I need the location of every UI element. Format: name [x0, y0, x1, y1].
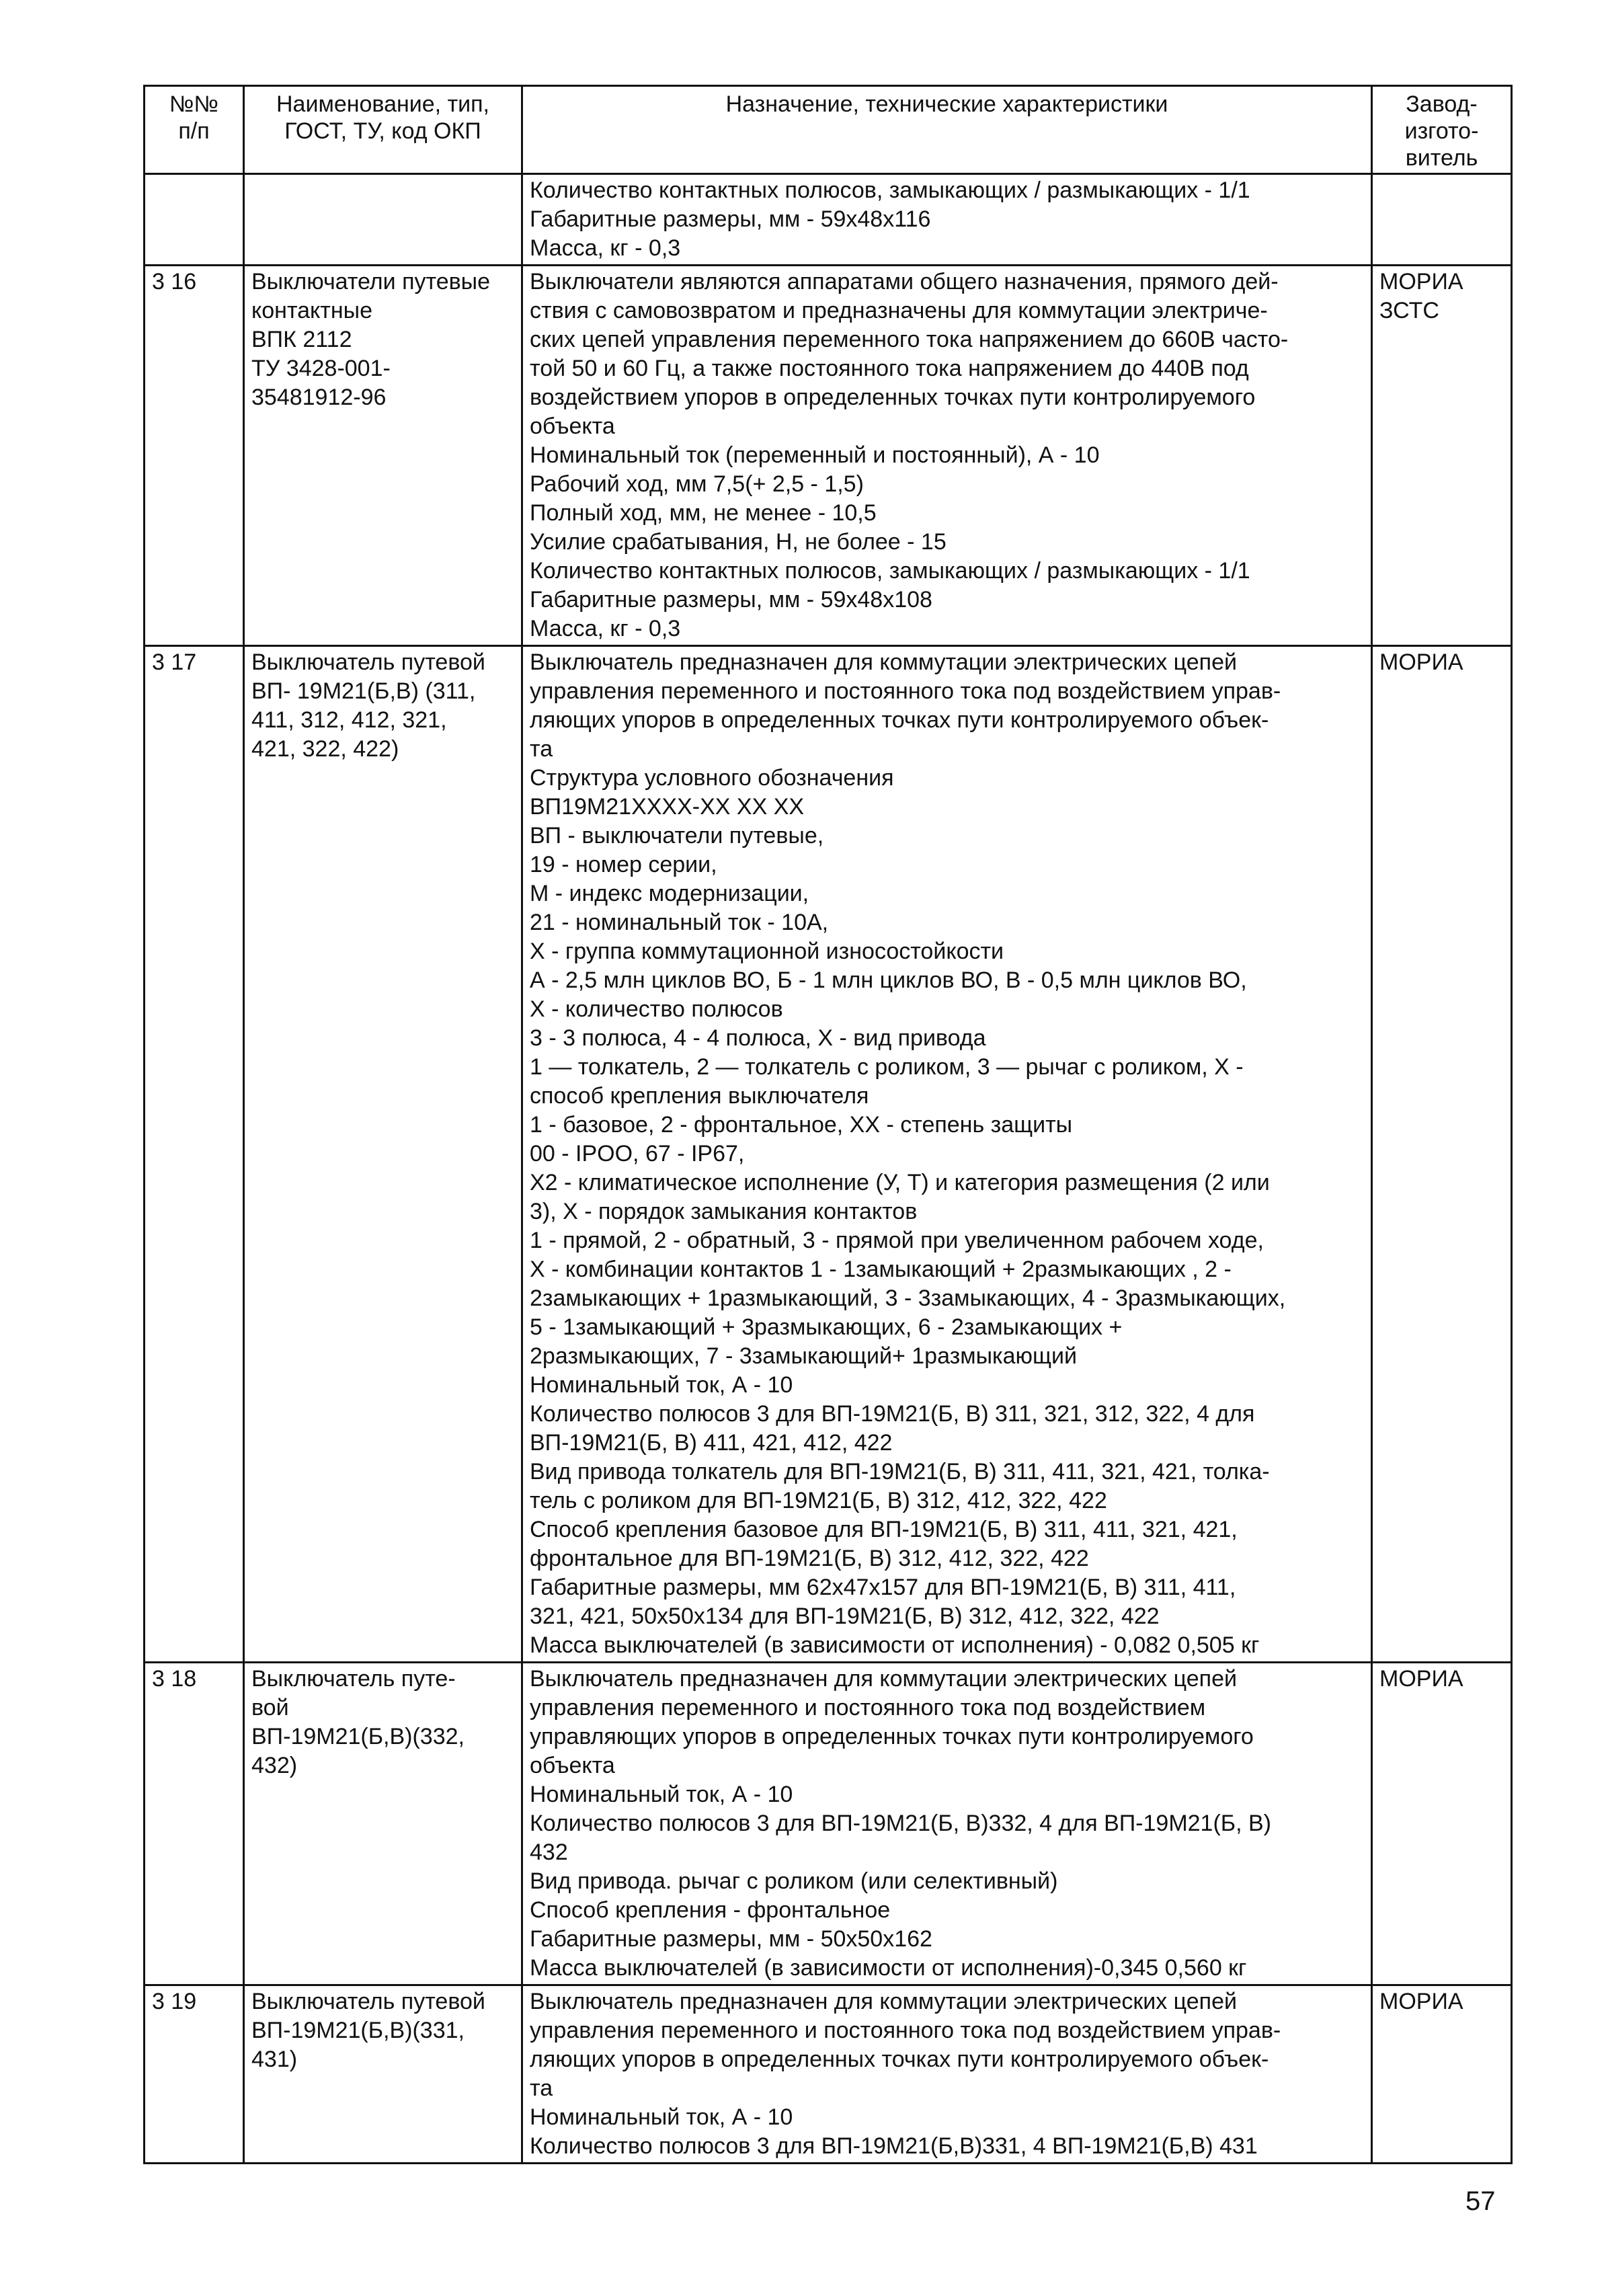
- row-maker-text: МОРИА: [1379, 1989, 1463, 2014]
- row-num: [145, 266, 244, 646]
- row-spec-text: Выключатель предназначен для коммутации электрических цепей управления переменного и постоянного тока под воздействием управляющих упоров в определенных точках пути контролируемого объекта Номинальный ток, А - 10 Количество полюсов 3 для ВП-19М21(Б, В)332, 4 для ВП-19М21(Б, В) 432 Вид привода. рычаг с роликом (или селективный) Способ крепления - фронтальное Габаритные размеры, мм - 50х50х162 Масса выключателей (в зависимости от исполнения)-0,345 0,560 кг: [530, 1666, 1271, 1981]
- row-spec: [522, 1985, 1372, 2164]
- row-name: [244, 266, 522, 646]
- row-maker-text: МОРИА: [1379, 649, 1463, 675]
- row-spec: [522, 646, 1372, 1663]
- row-name-text: Выключатель путевой ВП- 19М21(Б,В) (311, 411, 312, 412, 321, 421, 322, 422): [251, 649, 485, 762]
- row-num-text: 3 16: [152, 269, 197, 294]
- table-row: [145, 1985, 1512, 2164]
- table-header-row: [145, 86, 1512, 174]
- row-name-text: Выключатель путе- вой ВП-19М21(Б,В)(332, 432): [251, 1666, 465, 1778]
- header-name: [244, 86, 522, 174]
- header-maker-text: Завод- изгото- витель: [1404, 91, 1479, 171]
- row-maker-text: МОРИА: [1379, 1666, 1463, 1692]
- row-maker-text: МОРИА ЗСТС: [1379, 269, 1463, 323]
- row-maker: [1372, 1985, 1512, 2164]
- row-num-text: 3 18: [152, 1666, 197, 1692]
- row-num: [145, 646, 244, 1663]
- header-num-text: №№ п/п: [169, 91, 218, 144]
- table-row: [145, 646, 1512, 1663]
- row-name: [244, 646, 522, 1663]
- row-spec-text: Количество контактных полюсов, замыкающих / размыкающих - 1/1 Габаритные размеры, мм - 59х48х116 Масса, кг - 0,3: [530, 177, 1250, 261]
- row-name-text: Выключатель путевой ВП-19М21(Б,В)(331, 431): [251, 1989, 485, 2072]
- row-spec-text: Выключатели являются аппаратами общего назначения, прямого дей- ствия с самовозвратом и предназначены для коммутации электриче- ских цепей управления переменного тока напряжением до 660В часто- той 50 и 60 Гц, а также постоянного тока напряжением до 440В под воздействием упоров в определенных точках пути контролируемого объекта Номинальный ток (переменный и постоянный), А - 10 Рабочий ход, мм 7,5(+ 2,5 - 1,5) Полный ход, мм, не менее - 10,5 Усилие срабатывания, Н, не более - 15 Количество контактных полюсов, замыкающих / размыкающих - 1/1 Габаритные размеры, мм - 59х48х108 Масса, кг - 0,3: [530, 269, 1289, 641]
- header-maker: [1372, 86, 1512, 174]
- row-maker: [1372, 266, 1512, 646]
- row-name: [244, 1985, 522, 2164]
- row-name: [244, 174, 522, 266]
- row-num: [145, 1663, 244, 1985]
- header-spec-text: Назначение, технические характеристики: [725, 91, 1168, 117]
- table-row: [145, 266, 1512, 646]
- row-name: [244, 1663, 522, 1985]
- spec-table: [143, 85, 1513, 2164]
- row-num-text: 3 19: [152, 1989, 197, 2014]
- row-spec-text: Выключатель предназначен для коммутации электрических цепей управления переменного и постоянного тока под воздействием управ- ляющих упоров в определенных точках пути контролируемого объек- та Структура условного обозначения ВП19М21ХХХХ-ХХ ХХ ХХ ВП - выключатели путевые, 19 - номер серии, М - индекс модернизации, 21 - номинальный ток - 10А, Х - группа коммутационной износостойкости А - 2,5 млн циклов ВО, Б - 1 млн циклов ВО, В - 0,5 млн циклов ВО, Х - количество полюсов 3 - 3 полюса, 4 - 4 полюса, Х - вид привода 1 — толкатель, 2 — толкатель с роликом, 3 — рычаг с роликом, Х - способ крепления выключателя 1 - базовое, 2 - фронтальное, ХХ - степень защиты 00 - IPOO, 67 - IP67, Х2 - климатическое исполнение (У, Т) и категория размещения (2 или 3), Х - порядок замыкания контактов 1 - прямой, 2 - обратный, 3 - прямой при увеличенном рабочем ходе, Х - комбинации контактов 1 - 1замыкающий + 2размыкающих , 2 - 2замыкающих + 1размыкающий, 3 - 3замыкающих, 4 - 3размыкающих, 5 - 1замыкающий + 3размыкающих, 6 - 2замыкающих + 2размыкающих, 7 - 3замыкающий+ 1размыкающий Номинальный ток, А - 10 Количество полюсов 3 для ВП-19М21(Б, В) 311, 321, 312, 322, 4 для ВП-19М21(Б, В) 411, 421, 412, 422 Вид привода толкатель для ВП-19М21(Б, В) 311, 411, 321, 421, толка- тель с роликом для ВП-19М21(Б, В) 312, 412, 322, 422 Способ крепления базовое для ВП-19М21(Б, В) 311, 411, 321, 421, фронтальное для ВП-19М21(Б, В) 312, 412, 322, 422 Габаритные размеры, мм 62х47х157 для ВП-19М21(Б, В) 311, 411, 321, 421, 50х50х134 для ВП-19М21(Б, В) 312, 412, 322, 422 Масса выключателей (в зависимости от исполнения) - 0,082 0,505 кг: [530, 649, 1286, 1658]
- row-maker: [1372, 646, 1512, 1663]
- header-num: [145, 86, 244, 174]
- row-maker: [1372, 1663, 1512, 1985]
- row-name-text: Выключатели путевые контактные ВПК 2112 ТУ 3428-001- 35481912-96: [251, 269, 491, 410]
- table-row: [145, 1663, 1512, 1985]
- row-spec: [522, 174, 1372, 266]
- row-num: [145, 1985, 244, 2164]
- table-row: [145, 174, 1512, 266]
- row-spec-text: Выключатель предназначен для коммутации электрических цепей управления переменного и постоянного тока под воздействием управ- ляющих упоров в определенных точках пути контролируемого объек- та Номинальный ток, А - 10 Количество полюсов 3 для ВП-19М21(Б,В)331, 4 ВП-19М21(Б,В) 431: [530, 1989, 1281, 2159]
- row-num: [145, 174, 244, 266]
- row-maker: [1372, 174, 1512, 266]
- row-num-text: 3 17: [152, 649, 197, 675]
- row-spec: [522, 1663, 1372, 1985]
- header-spec: [522, 86, 1372, 174]
- header-name-text: Наименование, тип, ГОСТ, ТУ, код ОКП: [276, 91, 489, 144]
- page-number: 57: [1465, 2186, 1496, 2216]
- row-spec: [522, 266, 1372, 646]
